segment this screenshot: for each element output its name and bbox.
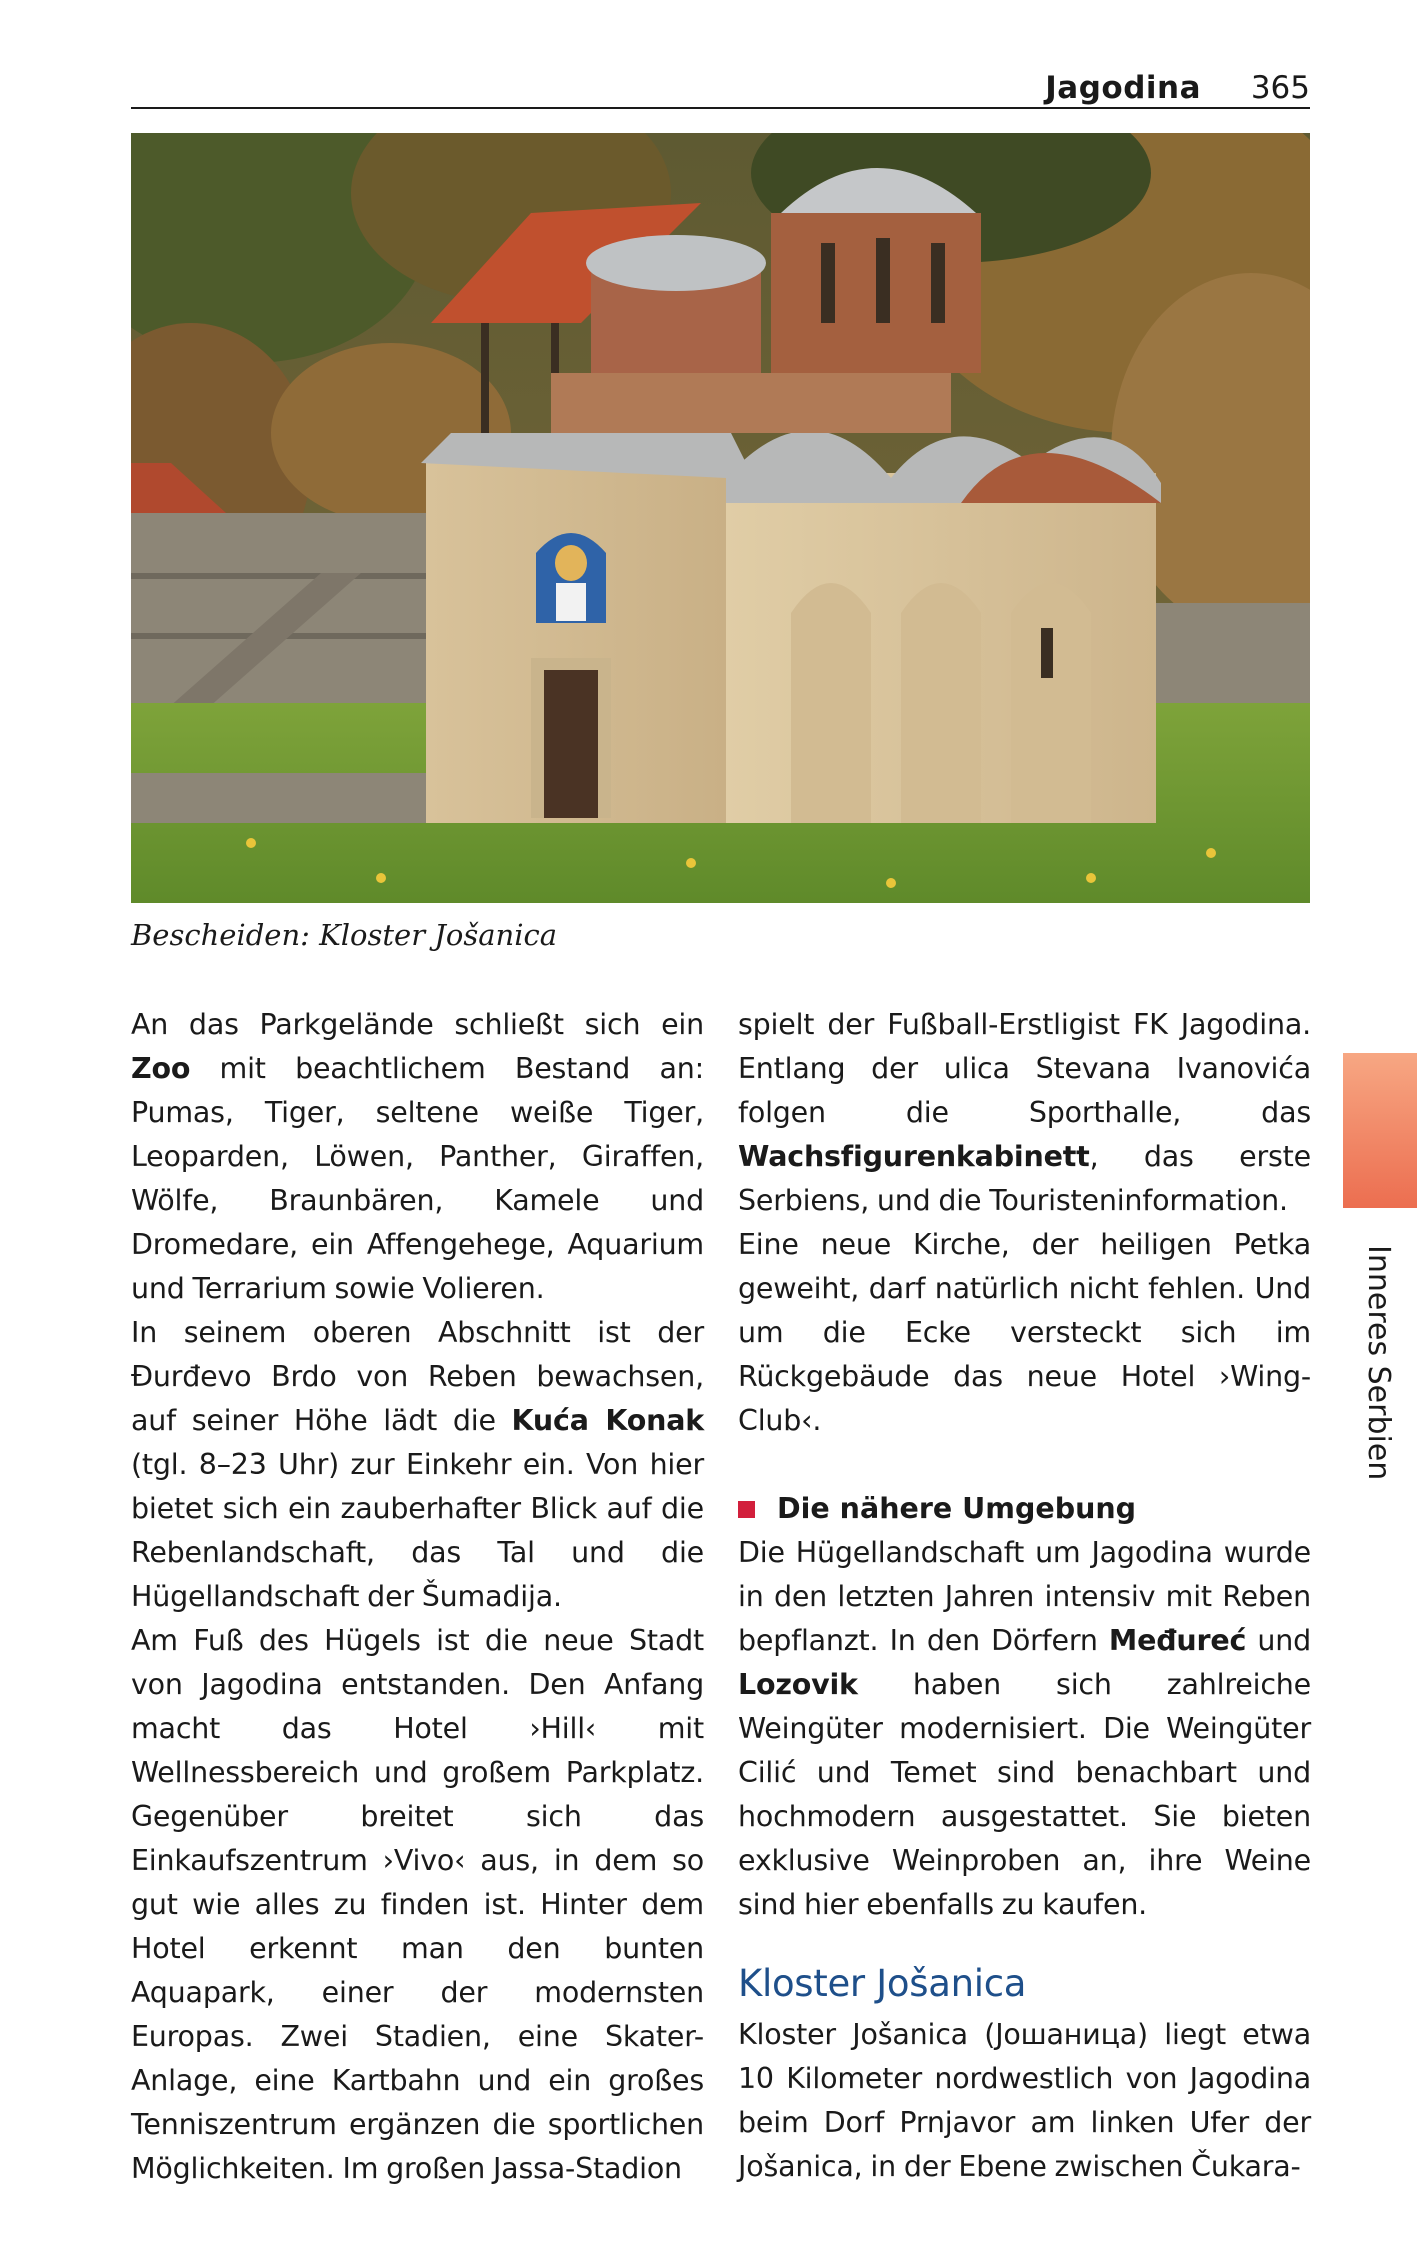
header-rule (131, 107, 1310, 109)
left-column (131, 1003, 704, 2191)
church-photo (131, 133, 1310, 903)
page-header (0, 0, 1417, 120)
subheading: Die nähere Umgebung (738, 1487, 1311, 1531)
paragraph: An das Parkgelände schließt sich ein Zoo mit beachtlichem Bestand an: Pumas, Tiger, seltene weiße Tiger, Leoparden, Löwen, Panther, Giraffen, Wölfe, Braunbären, Kamele und Dromedare, ein Affengehege, Aquarium und Terrarium sowie Volieren. (131, 1008, 704, 1305)
paragraph: In seinem oberen Abschnitt ist der Đurđevo Brdo von Reben bewachsen, auf seiner Höhe lädt die Kuća Konak (tgl. 8–23 Uhr) zur Einkehr ein. Von hier bietet sich ein zauberhafter Blick auf die Rebenlandschaft, das Tal und die Hügellandschaft der Šumadija. (131, 1316, 704, 1613)
paragraph: Am Fuß des Hügels ist die neue Stadt von Jagodina entstanden. Den Anfang macht das Hotel ›Hill‹ mit Wellnessbereich und großem Parkplatz. Gegenüber breitet sich das Einkaufszentrum ›Vivo‹ aus, in dem so gut wie alles zu finden ist. Hinter dem Hotel erkennt man den bunten Aquapark, einer der modernsten Europas. Zwei Stadien, eine Skater-Anlage, eine Kartbahn und ein großes Tenniszentrum ergänzen die sportlichen Möglichkeiten. Im großen Jassa-Stadion (131, 1624, 704, 2185)
square-bullet-icon (738, 1501, 755, 1518)
section-heading: Kloster Jošanica (738, 1962, 1027, 2005)
right-column (738, 1003, 1311, 2189)
running-title: Jagodina (1045, 70, 1201, 106)
chapter-label: Inneres Serbien (1361, 1245, 1396, 1481)
highlight-term: Lozovik (738, 1668, 858, 1701)
chapter-tab (1343, 1053, 1417, 1208)
photo-caption: Bescheiden: Kloster Jošanica (131, 918, 558, 952)
highlight-term: Wachsfigurenkabinett (738, 1140, 1090, 1173)
page-number: 365 (1250, 70, 1310, 106)
paragraph: Eine neue Kirche, der heiligen Petka geweiht, darf natürlich nicht fehlen. Und um die Ecke versteckt sich im Rückgebäude das neue Hotel ›Wing-Club‹. (738, 1228, 1311, 1437)
paragraph: spielt der Fußball-Erstligist FK Jagodina. Entlang der ulica Stevana Ivanovića folgen die Sporthalle, das Wachsfigurenkabinett, das erste Serbiens, und die Touristeninformation. (738, 1008, 1311, 1217)
highlight-term: Zoo (131, 1052, 191, 1085)
highlight-term: Međureć (1108, 1624, 1247, 1657)
paragraph: Kloster Jošanica (Јошаница) liegt etwa 10 Kilometer nordwestlich von Jagodina beim Dorf Prnjavor am linken Ufer der Jošanica, in der Ebene zwischen Čukara- (738, 2018, 1311, 2183)
paragraph: Die Hügellandschaft um Jagodina wurde in den letzten Jahren intensiv mit Reben bepflanzt. In den Dörfern Međureć und Lozovik haben sich zahlreiche Weingüter modernisiert. Die Weingüter Cilić und Temet sind benachbart und hochmodern ausgestattet. Sie bieten exklusive Weinproben an, ihre Weine sind hier ebenfalls zu kaufen. (738, 1536, 1311, 1921)
highlight-term: Kuća Konak (511, 1404, 704, 1437)
